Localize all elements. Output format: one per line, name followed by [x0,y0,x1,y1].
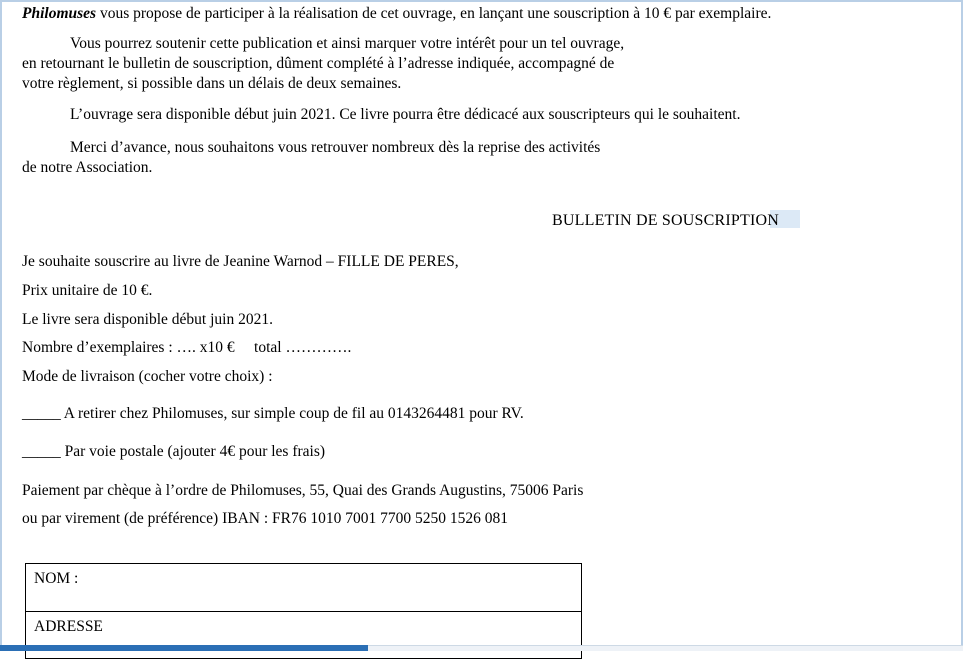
intro-paragraph-1-text: vous propose de participer à la réalisation de cet ouvrage, en lançant une souscription à 10 € par exemplaire. [96,5,772,22]
intro-paragraph-2 [22,34,942,94]
bulletin-line-5: Mode de livraison (cocher votre choix) : [22,368,273,385]
intro-paragraph-4 [22,138,942,178]
table-row [26,564,581,611]
philomuses-label: Philomuses [22,5,97,22]
intro-paragraph-2-line-2: en retournant le bulletin de souscription, dûment complété à l’adresse indiquée, accompagné de [22,55,615,72]
viewport-top-edge [0,0,963,2]
intro-paragraph-2-line-3: votre règlement, si possible dans un délais de deux semaines. [22,75,402,92]
bulletin-line-2: Prix unitaire de 10 €. [22,282,153,299]
delivery-option-mail: _____ Par voie postale (ajouter 4€ pour les frais) [22,443,326,460]
bulletin-line-4: Nombre d’exemplaires : …. x10 € total …………. [22,339,352,356]
viewport-left-edge [0,0,2,645]
bulletin-title: BULLETIN DE SOUSCRIPTION [552,212,780,229]
field-label-nom: NOM : [34,570,79,587]
horizontal-scrollbar[interactable] [0,645,963,651]
delivery-option-pickup: _____ A retirer chez Philomuses, sur simple coup de fil au 0143264481 pour RV. [22,405,524,422]
intro-paragraph-4-line-1: Merci d’avance, nous souhaitons vous retrouver nombreux dès la reprise des activités [70,139,601,156]
field-label-adresse: ADRESSE [34,618,103,635]
payment-cheque-line: Paiement par chèque à l’ordre de Philomuses, 55, Quai des Grands Augustins, 75006 Paris [22,482,584,499]
bulletin-line-3: Le livre sera disponible début juin 2021. [22,311,273,328]
intro-paragraph-3: L’ouvrage sera disponible début juin 2021. Ce livre pourra être dédicacé aux souscripteurs qui le souhaitent. [70,106,741,123]
intro-paragraph-1 [22,4,942,24]
payment-iban-line: ou par virement (de préférence) IBAN : FR76 1010 7001 7700 5250 1526 081 [22,510,508,527]
horizontal-scrollbar-thumb[interactable] [0,645,368,651]
bulletin-line-1: Je souhaite souscrire au livre de Jeanine Warnod – FILLE DE PERES, [22,253,459,270]
intro-paragraph-2-line-1: Vous pourrez soutenir cette publication et ainsi marquer votre intérêt pour un tel ouvrage, [70,35,625,52]
intro-paragraph-4-line-2: de notre Association. [22,159,153,176]
